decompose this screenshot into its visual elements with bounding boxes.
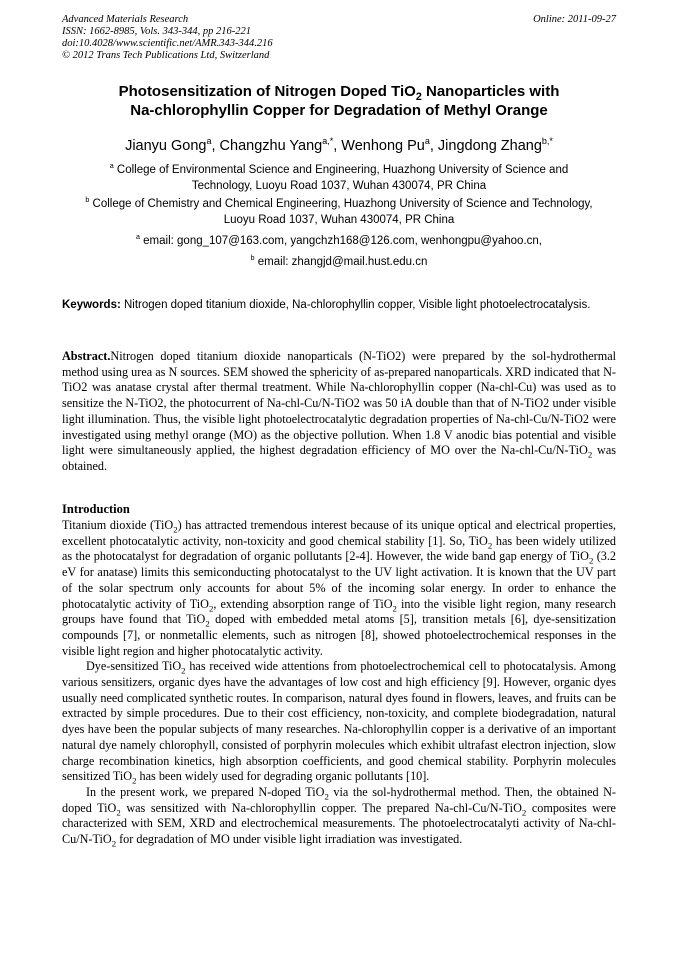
introduction-body xyxy=(62,518,616,848)
author-name: Changzhu Yang xyxy=(219,138,323,154)
author-name: Jianyu Gong xyxy=(125,138,207,154)
author-affiliation-mark: a,* xyxy=(322,136,334,147)
copyright-line: © 2012 Trans Tech Publications Ltd, Switzerland xyxy=(62,50,270,61)
abstract-label: Abstract. xyxy=(62,349,111,363)
affiliation-a: $^a$ College of Environmental Science and Engineering, Huazhong University of Science and Technology, Luoyu Road 1037, Wuhan 430074, PR China xyxy=(109,162,569,192)
author-affiliation-mark: a xyxy=(206,136,212,147)
online-date: Online: 2011-09-27 xyxy=(533,14,616,25)
affiliation-b: $^b$ College of Chemistry and Chemical Engineering, Huazhong University of Science and Technology, Luoyu Road 1037, Wuhan 430074, PR China xyxy=(85,196,593,226)
issn-line: ISSN: 1662-8985, Vols. 343-344, pp 216-221 xyxy=(62,26,251,37)
email-a: $^a$ email: gong_107@163.com, yangchzh168@126.com, wenhongpu@yahoo.cn, xyxy=(136,233,542,247)
author-name: Wenhong Pu xyxy=(341,138,425,154)
paragraph-1: Titanium dioxide (TiO$_2$) has attracted tremendous interest because of its unique optical and electrical properties, excellent photocatalytic activity, non-toxicity and good chemical stability [1]. So, TiO$_2$ has been widely utilized as the photocatalyst for degradation of organic pollutants [2-4]. However, the wide band gap energy of TiO$_2$ (3.2 eV for anatase) limits this semiconducting photocatalyst to the UV light activation. It is known that the UV part of the solar spectrum only accounts for about 5% of the incoming solar energy. In order to enhance the photocatalytic activity of TiO$_2$, extending absorption range of TiO$_2$ into the visible light region, many research groups have found that TiO$_2$ doped with embedded metal atoms [5], transition metals [6], dye-sensitization compounds [7], or nonmetallic elements, such as nitrogen [8], showed photoelectrochemical responses in the visible light region and higher photocatalytic activity. xyxy=(62,518,616,658)
doi-line: doi:10.4028/www.scientific.net/AMR.343-344.216 xyxy=(62,38,273,49)
keywords-text: Nitrogen doped titanium dioxide, Na-chlorophyllin copper, Visible light photoelectrocatalysis. xyxy=(120,299,591,311)
journal-header xyxy=(62,14,273,62)
author-name: Jingdong Zhang xyxy=(437,138,542,154)
keywords-label: Keywords: xyxy=(62,299,121,311)
paper-title: Photosensitization of Nitrogen Doped TiO$_2$ Nanoparticles with Na-chlorophyllin Copper for Degradation of Methyl Orange xyxy=(118,83,560,119)
author-list: Jianyu Gong$^a$, Changzhu Yang$^{a,*}$, Wenhong Pu$^a$, Jingdong Zhang$^{b,*}$ xyxy=(125,136,553,154)
journal-name: Advanced Materials Research xyxy=(62,14,189,25)
paragraph-3: In the present work, we prepared N-doped TiO$_2$ via the sol-hydrothermal method. Then, the obtained N-doped TiO$_2$ was sensitized with Na-chlorophyllin copper. The prepared Na-chl-Cu/N-TiO$_2$ composites were characterized with SEM, XRD and electrochemical measurements. The photoelectrocatalyti activity of Na-chl-Cu/N-TiO$_2$ for degradation of MO under visible light irradiation was investigated. xyxy=(62,784,616,849)
section-heading-introduction: Introduction xyxy=(62,502,130,516)
author-affiliation-mark: b,* xyxy=(541,136,553,147)
paragraph-2: Dye-sensitized TiO$_2$ has received wide attentions from photoelectrochemical cell to photocatalysis. Among various sensitizers, organic dyes have the advantages of low cost and high efficiency [9]. However, organic dyes usually need complicated synthetic routes. In comparison, natural dyes found in flowers, leaves, and fruits can be extracted by simple procedures. Due to their cost efficiency, non-toxicity, and complete biodegradation, natural dyes have been the popular subjects of many researches. Na-chlorophyllin copper is a derivative of an important natural dye namely chlorophyll, consisted of porphyrin molecules which exhibit ultrafast electron injection, slow charge recombination kinetics, high absorption coefficients, and good chemical stability. Porphyrin molecules sensitized TiO$_2$ has been widely used for degrading organic pollutants [10]. xyxy=(62,659,617,786)
email-b: $^b$ email: zhangjd@mail.hust.edu.cn xyxy=(250,254,428,268)
abstract: Abstract.Nitrogen doped titanium dioxide nanoparticals (N-TiO2) were prepared by the sol-hydrothermal method using urea as N sources. SEM showed the sphericity of as-prepared nanoparticals. XRD indicated that N-TiO2 was anatase crystal after thermal treatment. While Na-chlorophyllin copper (Na-chl-Cu) was used as to sensitize the N-TiO2, the photocurrent of Na-chl-Cu/N-TiO2 was 50 iA double than that of N-TiO2 under visible light illumination. Thus, the visible light photoelectrocatalytic degradation properties of Na-chl-Cu/N-TiO2 were investigated using methyl orange (MO) as the objective pollution. When 1.8 V anodic bias potential and visible light were simultaneously applied, the highest degradation efficiency of MO over the Na-chl-Cu/N-TiO$_2$ was obtained. xyxy=(62,349,616,473)
author-affiliation-mark: a xyxy=(424,136,430,147)
keywords xyxy=(62,298,616,313)
